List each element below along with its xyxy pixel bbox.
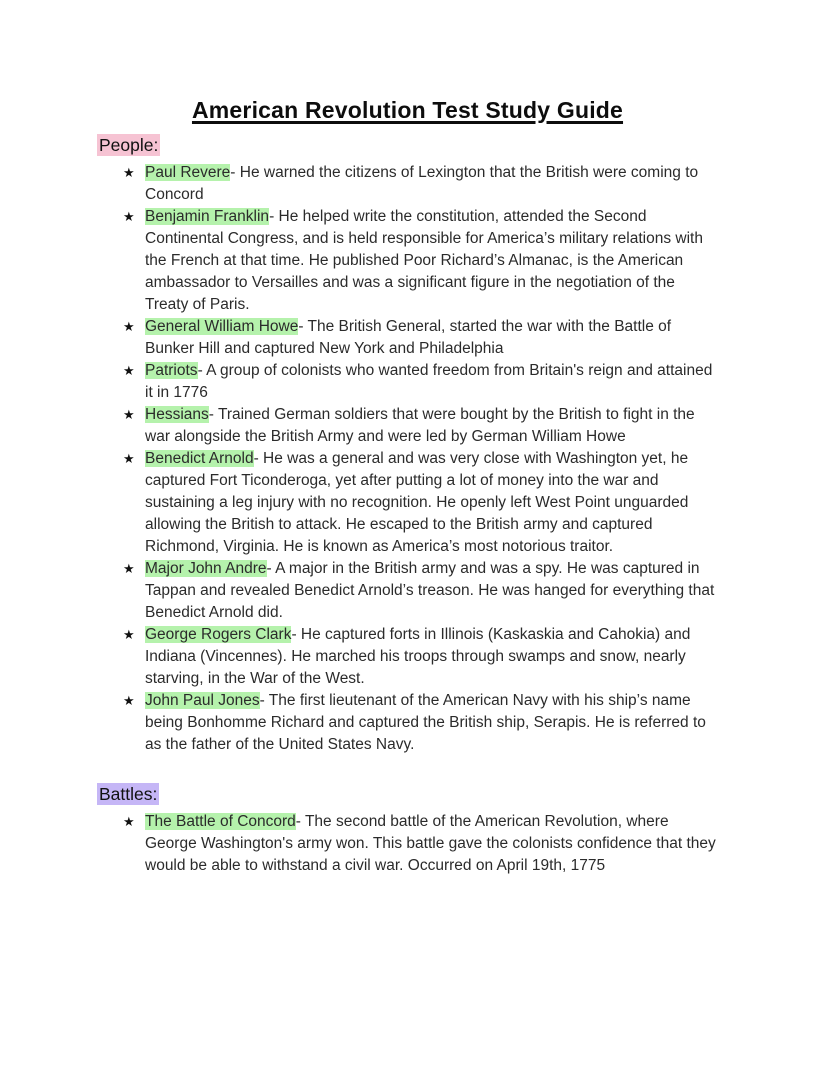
term-highlight: The Battle of Concord	[145, 813, 296, 830]
term-definition: - He captured forts in Illinois (Kaskaskia and Cahokia) and Indiana (Vincennes). He marched his troops through swamps and snow, nearly starving, in the War of the West.	[145, 626, 691, 687]
list-item	[123, 624, 718, 690]
term-highlight: Benedict Arnold	[145, 450, 254, 467]
list-item	[123, 162, 718, 206]
list-item	[123, 316, 718, 360]
battles-list	[123, 811, 718, 877]
term-definition: - Trained German soldiers that were bought by the British to fight in the war alongside the British Army and were led by German William Howe	[145, 406, 695, 445]
document-title: American Revolution Test Study Guide	[191, 97, 624, 123]
star-bullet-icon: ★	[123, 407, 135, 422]
term-definition: - He warned the citizens of Lexington that the British were coming to Concord	[145, 164, 699, 203]
section-people	[97, 133, 718, 756]
term-definition: - A group of colonists who wanted freedom from Britain's reign and attained it in 1776	[145, 362, 713, 401]
section-battles	[97, 782, 718, 877]
star-bullet-icon: ★	[123, 209, 135, 224]
star-bullet-icon: ★	[123, 451, 135, 466]
term-definition: - The British General, started the war with the Battle of Bunker Hill and captured New York and Philadelphia	[145, 318, 672, 357]
list-item	[123, 811, 718, 877]
term-highlight: Paul Revere	[145, 164, 231, 181]
term-highlight: Hessians	[145, 406, 209, 423]
star-bullet-icon: ★	[123, 693, 135, 708]
star-bullet-icon: ★	[123, 561, 135, 576]
term-highlight: George Rogers Clark	[145, 626, 292, 643]
term-definition: - The first lieutenant of the American Navy with his ship’s name being Bonhomme Richard and captured the British ship, Serapis. He is referred to as the father of the United States Navy.	[145, 692, 706, 753]
term-highlight: Benjamin Franklin	[145, 208, 270, 225]
star-bullet-icon: ★	[123, 627, 135, 642]
term-highlight: General William Howe	[145, 318, 299, 335]
list-item	[123, 206, 718, 316]
star-bullet-icon: ★	[123, 319, 135, 334]
term-highlight: Major John Andre	[145, 560, 267, 577]
term-highlight: John Paul Jones	[145, 692, 260, 709]
star-bullet-icon: ★	[123, 363, 135, 378]
people-heading-highlight: People:	[99, 135, 159, 155]
list-item	[123, 404, 718, 448]
list-item	[123, 690, 718, 756]
term-definition: - The second battle of the American Revolution, where George Washington's army won. This battle gave the colonists confidence that they would be able to withstand a civil war. Occurred on April 19th, 1775	[145, 813, 716, 874]
term-definition: - He was a general and was very close with Washington yet, he captured Fort Ticonderoga, yet after putting a lot of money into the war and sustaining a leg injury with no recognition. He openly left West Point unguarded allowing the British to attack. He escaped to the British army and captured Richmond, Virginia. He is known as America’s most notorious traitor.	[145, 450, 689, 555]
term-definition: - A major in the British army and was a spy. He was captured in Tappan and revealed Benedict Arnold’s treason. He was hanged for everything that Benedict Arnold did.	[145, 560, 715, 621]
term-highlight: Patriots	[145, 362, 198, 379]
battles-heading-highlight: Battles:	[99, 784, 158, 804]
section-heading-battles	[97, 782, 718, 806]
list-item	[123, 448, 718, 558]
people-list	[123, 162, 718, 756]
star-bullet-icon: ★	[123, 814, 135, 829]
star-bullet-icon: ★	[123, 165, 135, 180]
list-item	[123, 360, 718, 404]
section-heading-people	[97, 133, 718, 157]
list-item	[123, 558, 718, 624]
term-definition: - He helped write the constitution, attended the Second Continental Congress, and is held responsible for America’s military relations with the French at that time. He published Poor Richard’s Almanac, is the American ambassador to Versailles and was a significant figure in the negotiation of the Treaty of Paris.	[145, 208, 703, 313]
